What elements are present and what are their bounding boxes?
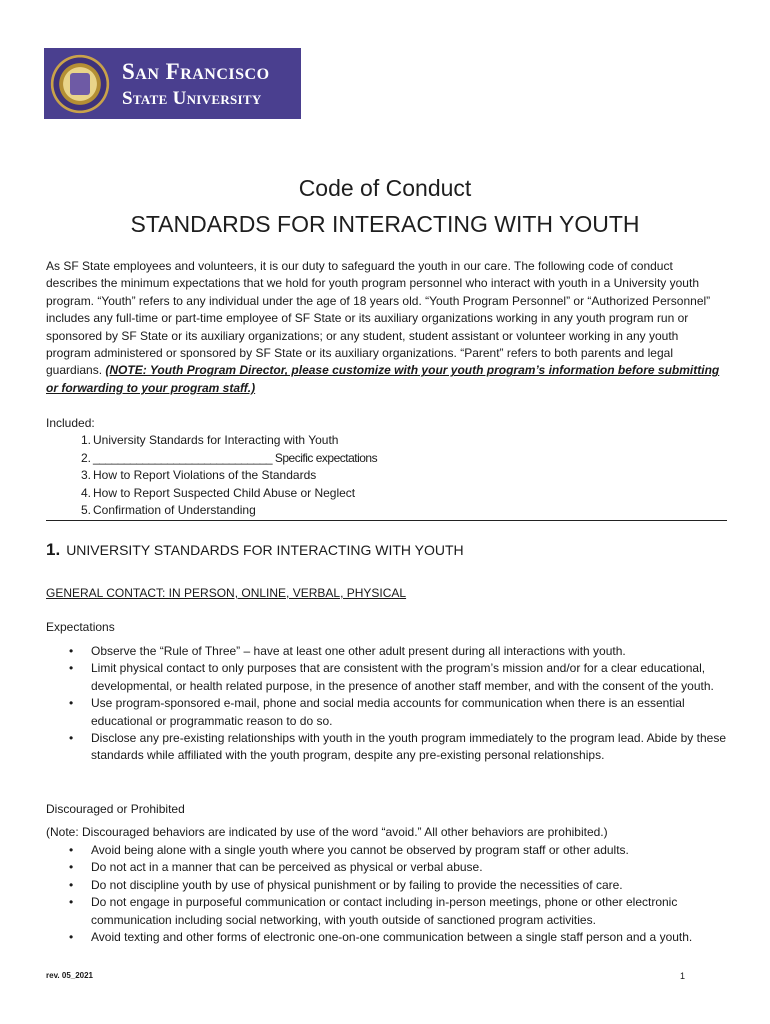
discouraged-item: • Avoid being alone with a single youth where you cannot be observed by program staff or other adults.	[46, 842, 727, 859]
section-divider	[46, 520, 727, 521]
document-title: Code of Conduct	[298, 175, 472, 201]
item-text: How to Report Violations of the Standards	[93, 468, 317, 483]
discouraged-label: Discouraged or Prohibited	[46, 802, 185, 816]
expectation-item: • Limit physical contact to only purposes that are consistent with the program’s mission and/or for a clear educational, developmental, or health related purpose, in the presence of another staff member, and with the consent of the youth.	[46, 660, 727, 695]
section-number: 1.	[46, 540, 61, 559]
intro-note: (NOTE: Youth Program Director, please customize with your youth program’s information before submitting or forwarding to your program staff.)	[46, 363, 720, 395]
discouraged-item: • Avoid texting and other forms of electronic one-on-one communication between a single staff person and a youth.	[46, 929, 727, 946]
revision-label: rev. 05_2021	[46, 971, 94, 980]
included-item	[46, 450, 377, 468]
expectation-item: • Disclose any pre-existing relationships with youth in the youth program immediately to the program lead. Abide by these standards while affiliated with the youth program, despite any pre-existing personal relationships.	[46, 730, 727, 765]
discouraged-list	[46, 842, 727, 946]
logo-line-2: State University	[122, 87, 262, 109]
sfsu-logo	[44, 48, 301, 119]
item-text: University Standards for Interacting with Youth	[93, 433, 339, 447]
item-text: _____________________________ Specific expectations	[93, 450, 378, 465]
included-item	[46, 485, 377, 503]
expectation-item: • Observe the “Rule of Three” – have at least one other adult present during all interactions with youth.	[46, 643, 727, 660]
logo-line-1: San Francisco	[122, 58, 270, 84]
university-seal-icon	[49, 53, 111, 115]
item-text: How to Report Suspected Child Abuse or Neglect	[93, 485, 356, 500]
intro-text: As SF State employees and volunteers, it is our duty to safeguard the youth in our care. The following code of conduct describes the minimum expectations that we hold for youth program personnel who interact with youth in a University youth program. “Youth” refers to any individual under the age of 18 years old. “Youth Program Personnel” or “Authorized Personnel” includes any full-time or part-time employee of SF State or its auxiliary organizations working in any youth program run or sponsored by SF State or its auxiliary organizations; or any student, student assistant or volunteer working in any youth program administered or sponsored by SF State or its auxiliary organizations. “Parent” refers to both parents and legal guardians.	[46, 259, 711, 378]
expectations-label: Expectations	[46, 620, 115, 634]
included-list	[46, 432, 377, 520]
item-number: 2.	[80, 450, 91, 465]
included-item	[46, 432, 377, 450]
item-text: Confirmation of Understanding	[93, 503, 256, 518]
expectation-item: • Use program-sponsored e-mail, phone and social media accounts for communication when there is an essential educational or programmatic reason to do so.	[46, 695, 727, 730]
section-title: UNIVERSITY STANDARDS FOR INTERACTING WITH YOUTH	[66, 542, 464, 558]
page-number: 1	[680, 971, 686, 981]
document-subtitle: STANDARDS FOR INTERACTING WITH YOUTH	[130, 211, 640, 237]
item-number: 4.	[80, 485, 91, 500]
item-number: 5.	[80, 503, 91, 518]
section-1-heading	[46, 540, 464, 560]
included-label: Included:	[46, 416, 95, 430]
expectations-list	[46, 643, 727, 765]
discouraged-item: • Do not engage in purposeful communication or contact including in-person meetings, phone or other electronic communication including social networking, with youth outside of sanctioned program activities.	[46, 894, 727, 929]
discouraged-item: • Do not discipline youth by use of physical punishment or by failing to provide the necessities of care.	[46, 877, 727, 894]
item-number: 3.	[80, 468, 91, 483]
item-number: 1.	[80, 433, 91, 447]
intro-paragraph	[46, 258, 726, 397]
included-item	[46, 502, 377, 520]
included-item	[46, 467, 377, 485]
discouraged-note: (Note: Discouraged behaviors are indicated by use of the word “avoid.” All other behaviors are prohibited.)	[46, 825, 608, 839]
general-contact-subheading: GENERAL CONTACT: IN PERSON, ONLINE, VERBAL, PHYSICAL	[46, 586, 407, 600]
discouraged-item: • Do not act in a manner that can be perceived as physical or verbal abuse.	[46, 859, 727, 876]
logo-wordmark	[122, 60, 270, 108]
